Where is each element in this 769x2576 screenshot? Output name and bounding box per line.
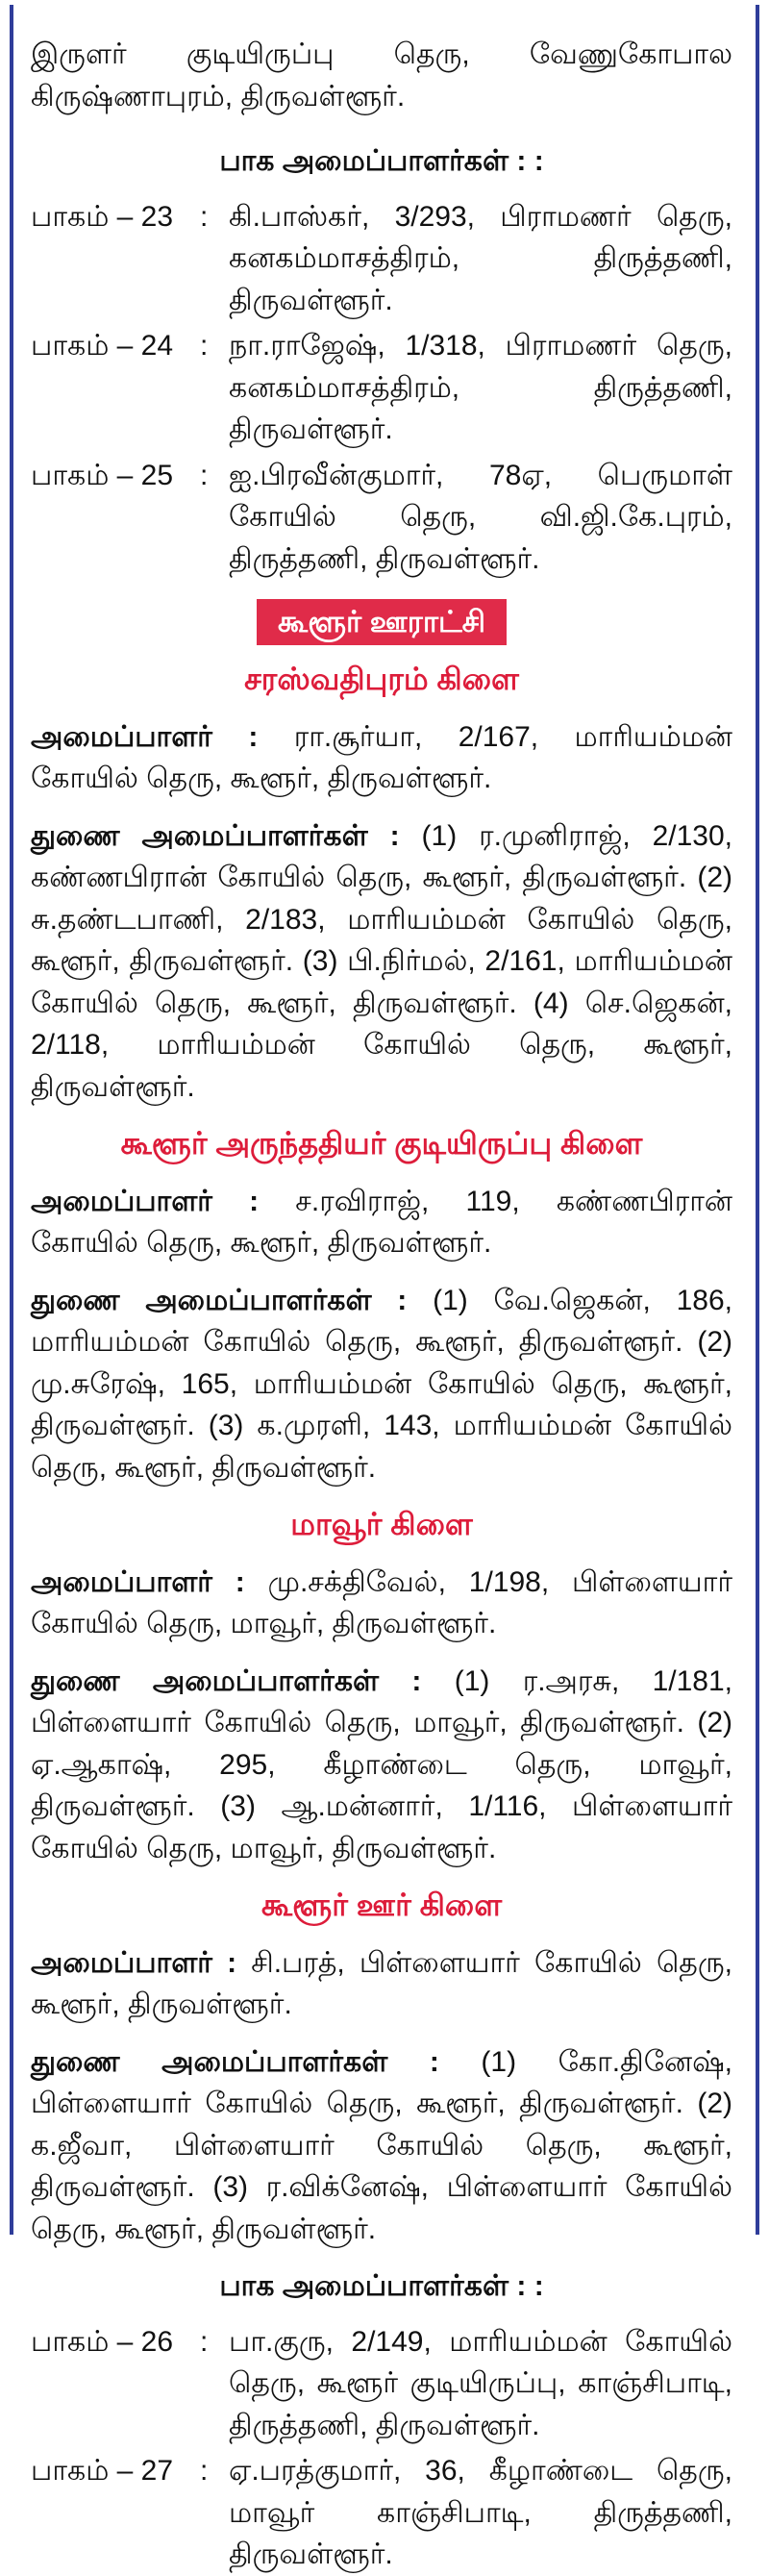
- part-colon: :: [200, 200, 209, 233]
- part-colon: :: [200, 2455, 209, 2487]
- part-colon: :: [200, 459, 209, 491]
- part-label: பாகம் – 25: [31, 459, 174, 491]
- organizer-text: ரா.சூர்யா, 2/167, மாரியம்மன் கோயில் தெரு, கூளூர், திருவள்ளூர்.: [31, 720, 732, 794]
- deputies-label: துணை அமைப்பாளர்கள் :: [31, 1664, 422, 1697]
- part-organizers-heading: பாக அமைப்பாளர்கள் : :: [219, 2270, 544, 2302]
- branch-title: சரஸ்வதிபுரம் கிளை: [244, 662, 519, 696]
- organizer-label: அமைப்பாளர் :: [31, 1946, 237, 1979]
- organizer-text: ச.ரவிராஜ், 119, கண்ணபிரான் கோயில் தெரு, கூளூர், திருவள்ளூர்.: [31, 1185, 732, 1259]
- part-row-27: [31, 2450, 732, 2576]
- organizer-paragraph: [31, 716, 732, 800]
- part-label: பாகம் – 23: [31, 200, 174, 233]
- part-text: பா.குரு, 2/149, மாரியம்மன் கோயில் தெரு, கூளூர் குடியிருப்பு, காஞ்சிபாடி, திருத்தணி, திருவள்ளூர்.: [229, 2325, 732, 2441]
- branch-title: கூளூர் அருந்ததியர் குடியிருப்பு கிளை: [120, 1126, 643, 1161]
- organizer-text: சி.பரத், பிள்ளையார் கோயில் தெரு, கூளூர், திருவள்ளூர்.: [31, 1946, 732, 2020]
- deputies-label: துணை அமைப்பாளர்கள் :: [31, 819, 400, 852]
- organizer-text: மு.சக்திவேல், 1/198, பிள்ளையார் கோயில் தெரு, மாவூர், திருவள்ளூர்.: [31, 1565, 732, 1639]
- branch-koolur-oor: [31, 1885, 732, 2250]
- deputies-text: (1) கோ.தினேஷ், பிள்ளையார் கோயில் தெரு, கூளூர், திருவள்ளூர். (2) க.ஜீவா, பிள்ளையார் கோயில் தெரு, கூளூர், திருவள்ளூர். (3) ர.விக்னேஷ், பிள்ளையார் கோயில் தெரு, கூளூர், திருவள்ளூர்.: [31, 2045, 732, 2245]
- panchayat-banner: கூளூர் ஊராட்சி: [257, 599, 507, 645]
- part-organizers-section-2: [31, 2265, 732, 2576]
- organizer-label: அமைப்பாளர் :: [31, 1185, 260, 1217]
- part-label: பாகம் – 26: [31, 2325, 174, 2358]
- deputies-paragraph: [31, 2041, 732, 2251]
- organizer-paragraph: [31, 1181, 732, 1264]
- organizer-paragraph: [31, 1562, 732, 1645]
- organizer-label: அமைப்பாளர் :: [31, 720, 259, 753]
- branch-mavur: [31, 1504, 732, 1869]
- branch-title: மாவூர் கிளை: [290, 1507, 473, 1541]
- part-text: ஐ.பிரவீன்குமார், 78ஏ, பெருமாள் கோயில் தெரு, வி.ஜி.கே.புரம், திருத்தணி, திருவள்ளூர்.: [229, 459, 732, 575]
- deputies-text: (1) ர.அரசு, 1/181, பிள்ளையார் கோயில் தெரு, மாவூர், திருவள்ளூர். (2) ஏ.ஆகாஷ், 295, கீழாண்டை தெரு, மாவூர், திருவள்ளூர். (3) ஆ.மன்னார், 1/116, பிள்ளையார் கோயில் தெரு, மாவூர், திருவள்ளூர்.: [31, 1664, 732, 1864]
- part-label: பாகம் – 24: [31, 330, 174, 362]
- deputies-label: துணை அமைப்பாளர்கள் :: [31, 1284, 408, 1316]
- deputies-paragraph: [31, 815, 732, 1109]
- deputies-text: (1) ர.முனிராஜ், 2/130, கண்ணபிரான் கோயில் தெரு, கூளூர், திருவள்ளூர். (2) சு.தண்டபாணி, 2/183, மாரியம்மன் கோயில் தெரு, கூளூர், திருவள்ளூர். (3) பி.நிர்மல், 2/161, மாரியம்மன் கோயில் தெரு, கூளூர், திருவள்ளூர். (4) செ.ஜெகன், 2/118, மாரியம்மன் கோயில் தெரு, கூளூர், திருவள்ளூர்.: [31, 819, 732, 1103]
- branch-title: கூளூர் ஊர் கிளை: [260, 1888, 503, 1922]
- organizer-paragraph: [31, 1942, 732, 2026]
- deputies-paragraph: [31, 1661, 732, 1870]
- document-page: [10, 5, 759, 2570]
- part-text: ஏ.பரத்குமார், 36, கீழாண்டை தெரு, மாவூர் காஞ்சிபாடி, திருத்தணி, திருவள்ளூர்.: [229, 2455, 732, 2570]
- part-organizers-section-1: [31, 140, 732, 580]
- branch-saraswathipuram: [31, 659, 732, 1108]
- part-text: நா.ராஜேஷ், 1/318, பிராமணர் தெரு, கனகம்மாசத்திரம், திருத்தணி, திருவள்ளூர்.: [229, 330, 732, 445]
- panchayat-banner-wrap: [31, 599, 732, 645]
- part-row-25: [31, 455, 732, 581]
- deputies-text: (1) வே.ஜெகன், 186, மாரியம்மன் கோயில் தெரு, கூளூர், திருவள்ளூர். (2) மு.சுரேஷ், 165, மாரியம்மன் கோயில் தெரு, கூளூர், திருவள்ளூர். (3) க.முரளி, 143, மாரியம்மன் கோயில் தெரு, கூளூர், திருவள்ளூர்.: [31, 1284, 732, 1484]
- intro-paragraph: இருளர் குடியிருப்பு தெரு, வேணுகோபால கிருஷ்ணாபுரம், திருவள்ளூர்.: [31, 38, 732, 113]
- part-label: பாகம் – 27: [31, 2455, 174, 2487]
- deputies-paragraph: [31, 1280, 732, 1489]
- part-colon: :: [200, 2325, 209, 2358]
- part-text: கி.பாஸ்கர், 3/293, பிராமணர் தெரு, கனகம்மாசத்திரம், திருத்தணி, திருவள்ளூர்.: [229, 200, 732, 316]
- branch-arunthathiyar: [31, 1123, 732, 1488]
- part-colon: :: [200, 330, 209, 362]
- part-row-23: [31, 196, 732, 322]
- part-row-24: [31, 325, 732, 451]
- deputies-label: துணை அமைப்பாளர்கள் :: [31, 2045, 439, 2078]
- part-row-26: [31, 2321, 732, 2447]
- organizer-label: அமைப்பாளர் :: [31, 1565, 245, 1598]
- part-organizers-heading: பாக அமைப்பாளர்கள் : :: [219, 145, 544, 177]
